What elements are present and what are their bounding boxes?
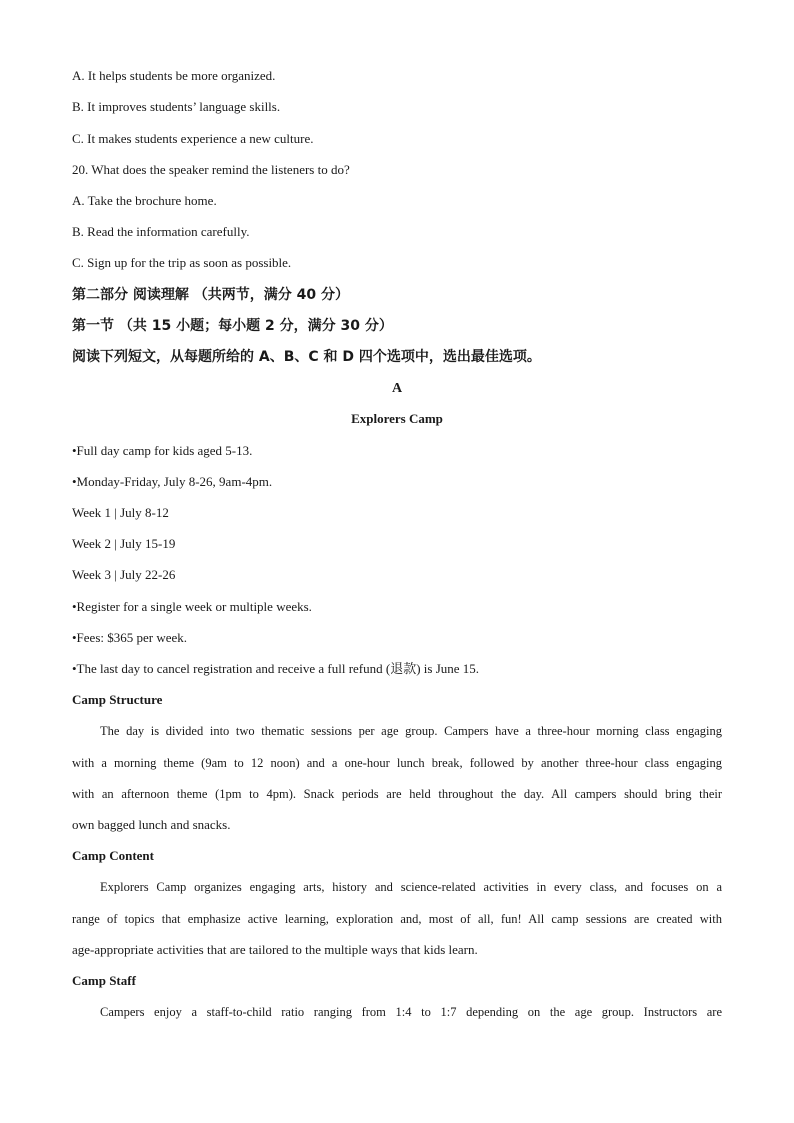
option-a: A. It helps students be more organized.: [72, 68, 276, 83]
week-3: Week 3 | July 22-26: [72, 567, 176, 582]
section-subtitle: 第一节 （共 15 小题；每小题 2 分，满分 30 分）: [72, 318, 393, 334]
content-line-1: Explorers Camp organizes engaging arts, history and science-related activities in every class, and focuses on a: [100, 880, 722, 894]
question-20-option-c: C. Sign up for the trip as soon as possible.: [72, 255, 292, 270]
structure-line-3: with an afternoon theme (1pm to 4pm). Snack periods are held throughout the day. All campers should bring their: [72, 787, 722, 801]
bullet-age: •Full day camp for kids aged 5-13.: [72, 443, 253, 458]
bullet-refund: •The last day to cancel registration and receive a full refund (退款) is June 15.: [72, 661, 480, 676]
structure-line-1: The day is divided into two thematic sessions per age group. Campers have a three-hour morning class engaging: [100, 724, 722, 738]
staff-line-1: Campers enjoy a staff-to-child ratio ranging from 1:4 to 1:7 depending on the age group. Instructors are: [100, 1005, 722, 1019]
option-b: B. It improves students’ language skills.: [72, 99, 281, 114]
heading-camp-structure: Camp Structure: [72, 692, 163, 707]
week-2: Week 2 | July 15-19: [72, 536, 176, 551]
passage-letter: A: [391, 381, 403, 396]
content-line-3: age-appropriate activities that are tailored to the multiple ways that kids learn.: [72, 942, 478, 957]
question-20-option-b: B. Read the information carefully.: [72, 224, 250, 239]
content-line-2: range of topics that emphasize active learning, exploration and, most of all, fun! All camp sessions are created with: [72, 912, 722, 926]
option-c: C. It makes students experience a new culture.: [72, 131, 314, 146]
part-title: 第二部分 阅读理解 （共两节，满分 40 分）: [72, 287, 349, 303]
instruction: 阅读下列短文，从每题所给的 A、B、C 和 D 四个选项中，选出最佳选项。: [72, 349, 541, 365]
bullet-fees: •Fees: $365 per week.: [72, 630, 188, 645]
heading-camp-content: Camp Content: [72, 848, 154, 863]
question-20: 20. What does the speaker remind the listeners to do?: [72, 162, 350, 177]
bullet-dates: •Monday-Friday, July 8-26, 9am-4pm.: [72, 474, 273, 489]
structure-line-2: with a morning theme (9am to 12 noon) and a one-hour lunch break, followed by another three-hour class engaging: [72, 756, 722, 770]
question-20-option-a: A. Take the brochure home.: [72, 193, 217, 208]
week-1: Week 1 | July 8-12: [72, 505, 169, 520]
heading-camp-staff: Camp Staff: [72, 973, 136, 988]
structure-line-4: own bagged lunch and snacks.: [72, 817, 231, 832]
passage-title: Explorers Camp: [351, 411, 443, 426]
bullet-register: •Register for a single week or multiple weeks.: [72, 599, 312, 614]
